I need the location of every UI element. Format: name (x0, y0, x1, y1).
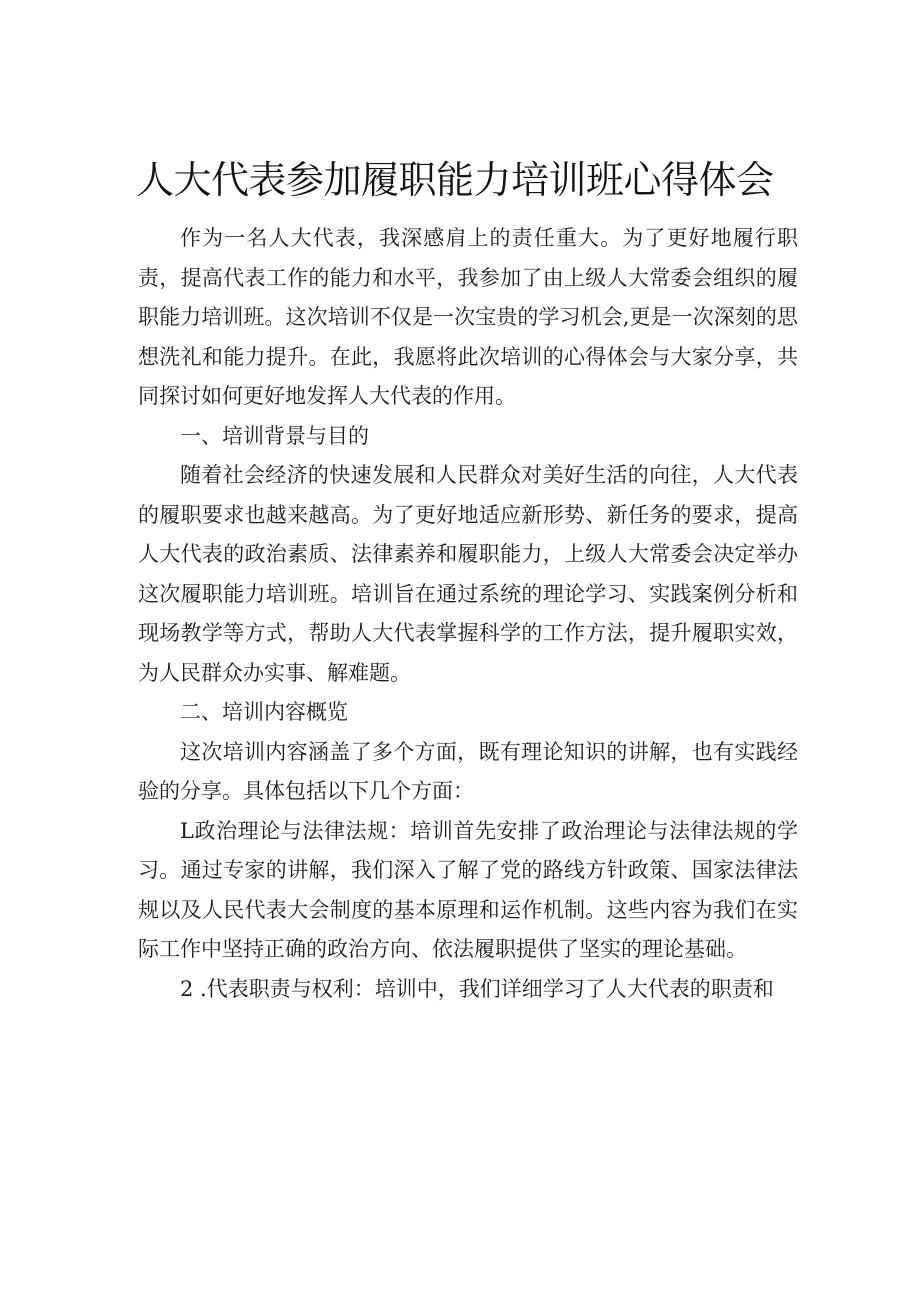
paragraph-content-overview: 这次培训内容涵盖了多个方面，既有理论知识的讲解，也有实践经验的分享。具体包括以下几个方面： (138, 739, 798, 803)
paragraph-intro: 作为一名人大代表，我深感肩上的责任重大。为了更好地履行职责，提高代表工作的能力和水平，我参加了由上级人大常委会组织的履职能力培训班。这次培训不仅是一次宝贵的学习机会,更是一次深刻的思想洗礼和能力提升。在此，我愿将此次培训的心得体会与大家分享，共同探讨如何更好地发挥人大代表的作用。 (138, 226, 798, 408)
document-body (138, 219, 798, 1009)
document-title: 人大代表参加履职能力培训班心得体会 (136, 158, 774, 202)
section-heading-content: 二、培训内容概览 (180, 700, 348, 724)
list-item-duties-rights: 2 .代表职责与权利：培训中，我们详细学习了人大代表的职责和 (180, 976, 774, 1001)
list-item-politics-law: L政治理论与法律法规：培训首先安排了政治理论与法律法规的学习。通过专家的讲解，我们深入了解了党的路线方针政策、国家法律法规以及人民代表大会制度的基本原理和运作机制。这些内容为我们在实际工作中坚持正确的政治方向、依法履职提供了坚实的理论基础。 (138, 818, 798, 961)
paragraph-background: 随着社会经济的快速发展和人民群众对美好生活的向往，人大代表的履职要求也越来越高。为了更好地适应新形势、新任务的要求，提高人大代表的政治素质、法律素养和履职能力，上级人大常委会决定举办这次履职能力培训班。培训旨在通过系统的理论学习、实践案例分析和现场教学等方式，帮助人大代表掌握科学的工作方法，提升履职实效，为人民群众办实事、解难题。 (138, 463, 798, 685)
section-heading-background: 一、培训背景与目的 (180, 423, 369, 448)
